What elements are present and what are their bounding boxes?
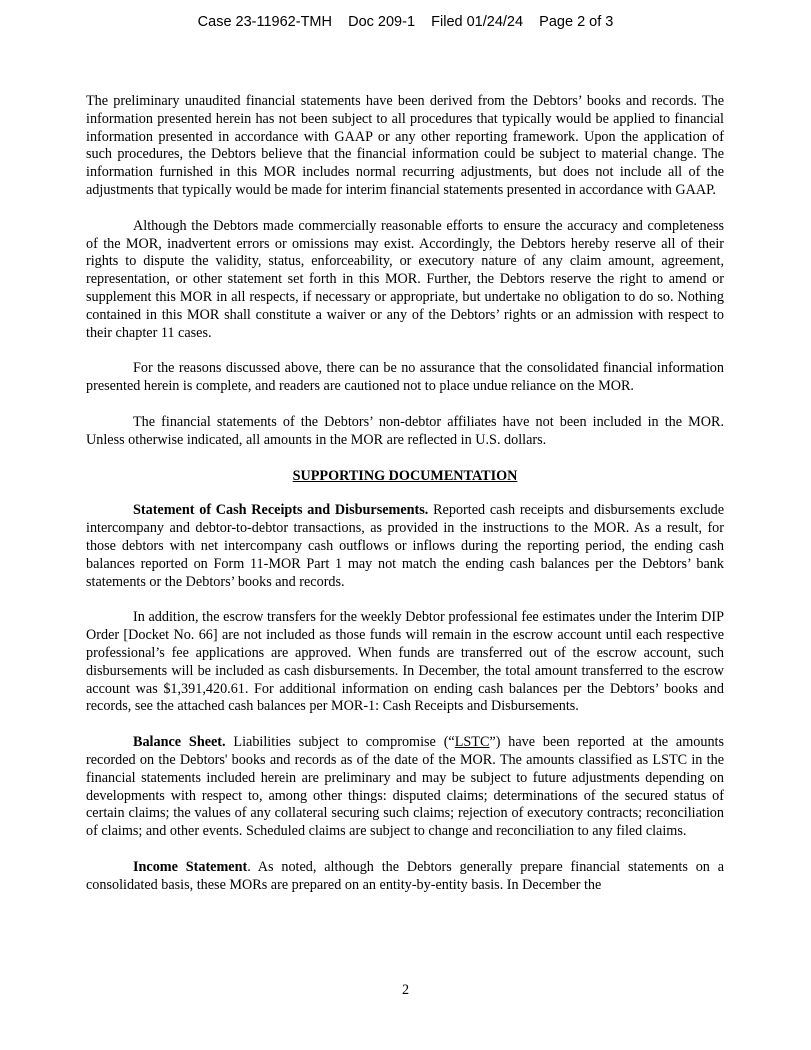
income-statement-lead: Income Statement bbox=[133, 858, 248, 875]
paragraph-no-assurance: For the reasons discussed above, there can be no assurance that the consolidated financial information presented herein is complete, and readers are cautioned not to place undue reliance on the MOR. bbox=[86, 360, 724, 395]
cash-receipts-lead: Statement of Cash Receipts and Disbursements. bbox=[133, 502, 429, 519]
filing-header bbox=[0, 14, 811, 30]
balance-sheet-text-a: Liabilities subject to compromise (“ bbox=[225, 734, 455, 751]
page-indicator: Page 2 of 3 bbox=[539, 14, 614, 30]
balance-sheet-lead: Balance Sheet. bbox=[133, 734, 226, 751]
paragraph-financial-statements: The preliminary unaudited financial statements have been derived from the Debtors’ books and records. The information presented herein has not been subject to all procedures that typically would be applied to financial information presented in accordance with GAAP or any other reporting framework. Upon the application of such procedures, the Debtors believe that the financial information could be subject to material change. The information furnished in this MOR includes normal recurring adjustments, but does not include all of the adjustments that typically would be made for interim financial statements presented in accordance with GAAP. bbox=[86, 93, 724, 198]
paragraph-non-debtor-affiliates: The financial statements of the Debtors’ non-debtor affiliates have not been included in the MOR. Unless otherwise indicated, all amounts in the MOR are reflected in U.S. dollars. bbox=[86, 413, 724, 448]
document-number: Doc 209-1 bbox=[348, 14, 416, 30]
page-number: 2 bbox=[401, 982, 410, 998]
cash-receipts-text: Reported cash receipts and disbursements exclude intercompany and debtor-to-debtor transactions, as provided in the instructions to the MOR. As a result, for those debtors with net intercompany cash outflows or inflows during the reporting period, the ending cash balances reported on Form 11-MOR Part 1 may not match the ending cash balances per the Debtors’ bank statements or the Debtors’ books and records. bbox=[86, 502, 724, 590]
lstc-term: LSTC bbox=[454, 734, 490, 751]
paragraph-cash-receipts bbox=[86, 502, 724, 591]
filed-date: Filed 01/24/24 bbox=[431, 14, 524, 30]
case-number: Case 23-11962-TMH bbox=[197, 14, 332, 30]
paragraph-balance-sheet bbox=[86, 734, 724, 841]
paragraph-income-statement bbox=[86, 859, 724, 895]
income-statement-text: . As noted, although the Debtors generally prepare financial statements on a consolidated basis, these MORs are prepared on an entity-by-entity basis. In December the bbox=[86, 858, 724, 893]
section-heading: SUPPORTING DOCUMENTATION bbox=[292, 467, 518, 484]
balance-sheet-text-b: ”) have been reported at the amounts recorded on the Debtors' books and records as of the date of the MOR. The amounts classified as LSTC in the financial statements included herein are preliminary and may be subject to future adjustments depending on developments with respect to, among other things: disputed claims; determinations of the secured status of certain claims; the values of any collateral securing such claims; rejection of executory contracts; reconciliation of claims; and other events. Scheduled claims are subject to change and reconciliation to any filed claims. bbox=[86, 734, 725, 840]
paragraph-escrow-transfers: In addition, the escrow transfers for the weekly Debtor professional fee estimates under the Interim DIP Order [Docket No. 66] are not included as those funds will remain in the escrow account until each respective professional’s fee applications are approved. When funds are transferred out of the escrow account, such disbursements will be included as cash disbursements. In December, the total amount transferred to the escrow account was $1,391,420.61. For additional information on ending cash balances per the Debtors’ books and records, see the attached cash balances per MOR-1: Cash Receipts and Disbursements. bbox=[86, 609, 724, 715]
document-body bbox=[86, 93, 724, 912]
paragraph-reservation-of-rights: Although the Debtors made commercially reasonable efforts to ensure the accuracy and completeness of the MOR, inadvertent errors or omissions may exist. Accordingly, the Debtors hereby reserve all of their rights to dispute the validity, status, enforceability, or executory nature of any claim amount, agreement, representation, or other statement set forth in this MOR. Further, the Debtors reserve the right to amend or supplement this MOR in all respects, if necessary or appropriate, but undertake no obligation to do so. Nothing contained in this MOR shall constitute a waiver or any of the Debtors’ rights or an admission with respect to their chapter 11 cases. bbox=[86, 217, 724, 341]
